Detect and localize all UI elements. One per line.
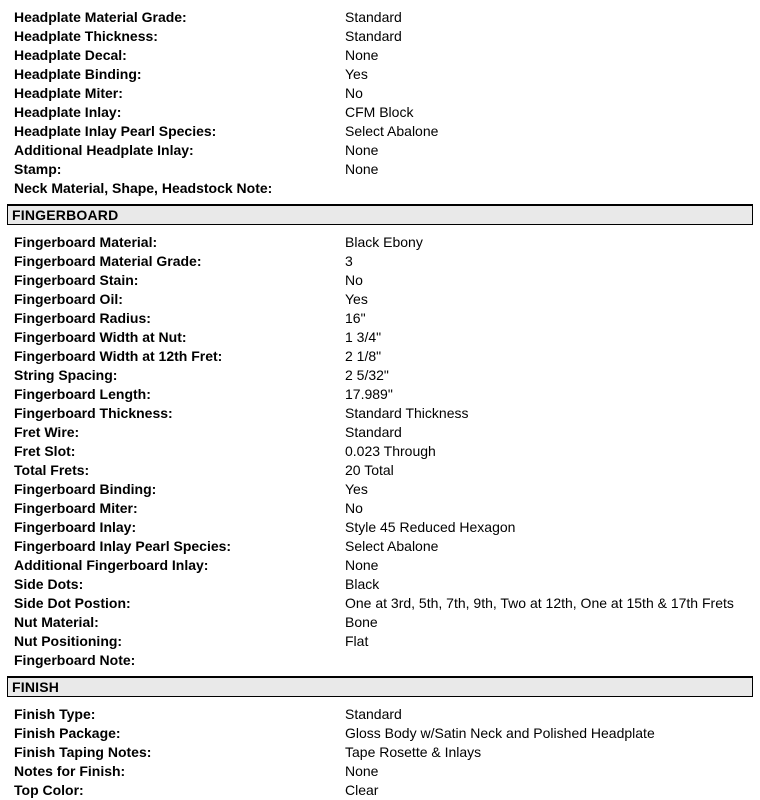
spec-value: 3 [345, 253, 353, 269]
spec-value: None [345, 557, 379, 573]
spec-value: 2 5/32" [345, 367, 389, 383]
spec-value: 1 3/4" [345, 329, 382, 345]
spec-row [0, 385, 760, 404]
spec-label: Headplate Inlay: [14, 104, 122, 120]
spec-value: None [345, 142, 379, 158]
spec-row [0, 347, 760, 366]
spec-row [0, 103, 760, 122]
spec-row [0, 252, 760, 271]
spec-row [0, 651, 760, 670]
spec-label: Fingerboard Miter: [14, 500, 138, 516]
spec-row [0, 480, 760, 499]
spec-row [0, 84, 760, 103]
spec-value: Standard Thickness [345, 405, 469, 421]
spec-row [0, 179, 760, 198]
spec-row [0, 743, 760, 762]
spec-row [0, 46, 760, 65]
spec-value: Black [345, 576, 380, 592]
spec-label: Total Frets: [14, 462, 90, 478]
spec-value: 20 Total [345, 462, 394, 478]
spec-label: Headplate Thickness: [14, 28, 158, 44]
spec-label: Headplate Miter: [14, 85, 123, 101]
spec-value: Gloss Body w/Satin Neck and Polished Headplate [345, 725, 655, 741]
spec-value: Select Abalone [345, 123, 439, 139]
spec-value: No [345, 272, 363, 288]
spec-value: Standard [345, 706, 402, 722]
spec-label: Side Dots: [14, 576, 84, 592]
spec-row [0, 594, 760, 613]
spec-label: String Spacing: [14, 367, 118, 383]
spec-label: Finish Type: [14, 706, 96, 722]
spec-row [0, 141, 760, 160]
spec-row [0, 724, 760, 743]
spec-value: Standard [345, 424, 402, 440]
spec-value: 17.989" [345, 386, 393, 402]
spec-row [0, 575, 760, 594]
spec-label: Fret Wire: [14, 424, 80, 440]
spec-label: Fingerboard Material Grade: [14, 253, 202, 269]
spec-value: None [345, 47, 379, 63]
spec-label: Fingerboard Oil: [14, 291, 123, 307]
spec-label: Headplate Binding: [14, 66, 142, 82]
spec-label: Nut Material: [14, 614, 99, 630]
spec-row [0, 404, 760, 423]
spec-value: Yes [345, 66, 368, 82]
spec-value: Yes [345, 481, 368, 497]
spec-label: Fingerboard Width at Nut: [14, 329, 187, 345]
spec-label: Side Dot Postion: [14, 595, 131, 611]
spec-value: Standard [345, 9, 402, 25]
spec-label: Fingerboard Stain: [14, 272, 139, 288]
spec-label: Fingerboard Note: [14, 652, 136, 668]
spec-label: Fret Slot: [14, 443, 76, 459]
spec-label: Fingerboard Binding: [14, 481, 157, 497]
spec-value: One at 3rd, 5th, 7th, 9th, Two at 12th, One at 15th & 17th Frets [345, 595, 734, 611]
section-header-finish: FINISH [7, 676, 753, 697]
spec-label: Top Color: [14, 782, 84, 798]
spec-row [0, 556, 760, 575]
spec-label: Fingerboard Radius: [14, 310, 151, 326]
spec-row [0, 8, 760, 27]
spec-row [0, 762, 760, 781]
spec-row [0, 781, 760, 800]
spec-row [0, 328, 760, 347]
spec-row [0, 309, 760, 328]
spec-value: 2 1/8" [345, 348, 382, 364]
spec-label: Additional Headplate Inlay: [14, 142, 194, 158]
spec-label: Fingerboard Width at 12th Fret: [14, 348, 223, 364]
spec-value: Select Abalone [345, 538, 439, 554]
spec-row [0, 613, 760, 632]
spec-label: Nut Positioning: [14, 633, 123, 649]
spec-label: Headplate Material Grade: [14, 9, 187, 25]
spec-label: Fingerboard Inlay: [14, 519, 137, 535]
spec-label: Neck Material, Shape, Headstock Note: [14, 180, 273, 196]
spec-value: No [345, 85, 363, 101]
spec-value: None [345, 763, 379, 779]
spec-row [0, 233, 760, 252]
spec-row [0, 705, 760, 724]
spec-row [0, 290, 760, 309]
spec-value: None [345, 161, 379, 177]
spec-label: Stamp: [14, 161, 62, 177]
spec-value: Flat [345, 633, 369, 649]
spec-value: 0.023 Through [345, 443, 436, 459]
spec-row [0, 160, 760, 179]
spec-label: Additional Fingerboard Inlay: [14, 557, 209, 573]
spec-label: Notes for Finish: [14, 763, 126, 779]
spec-row [0, 499, 760, 518]
spec-label: Fingerboard Thickness: [14, 405, 173, 421]
spec-label: Fingerboard Length: [14, 386, 151, 402]
spec-row [0, 65, 760, 84]
spec-label: Finish Taping Notes: [14, 744, 152, 760]
spec-row [0, 632, 760, 651]
section-header-fingerboard: FINGERBOARD [7, 204, 753, 225]
spec-row [0, 423, 760, 442]
spec-label: Fingerboard Material: [14, 234, 158, 250]
spec-value: Style 45 Reduced Hexagon [345, 519, 516, 535]
spec-label: Headplate Inlay Pearl Species: [14, 123, 217, 139]
spec-value [345, 651, 760, 670]
spec-row [0, 461, 760, 480]
spec-row [0, 537, 760, 556]
spec-value: Tape Rosette & Inlays [345, 744, 482, 760]
spec-label: Fingerboard Inlay Pearl Species: [14, 538, 232, 554]
spec-value [345, 179, 760, 198]
spec-row [0, 442, 760, 461]
spec-row [0, 366, 760, 385]
spec-value: Clear [345, 782, 379, 798]
spec-value: CFM Block [345, 104, 414, 120]
spec-row [0, 271, 760, 290]
spec-value: Black Ebony [345, 234, 423, 250]
spec-label: Finish Package: [14, 725, 121, 741]
spec-row [0, 27, 760, 46]
spec-row [0, 122, 760, 141]
spec-value: Yes [345, 291, 368, 307]
spec-row [0, 518, 760, 537]
spec-label: Headplate Decal: [14, 47, 127, 63]
spec-value: No [345, 500, 363, 516]
spec-value: 16" [345, 310, 366, 326]
spec-value: Bone [345, 614, 378, 630]
spec-value: Standard [345, 28, 402, 44]
